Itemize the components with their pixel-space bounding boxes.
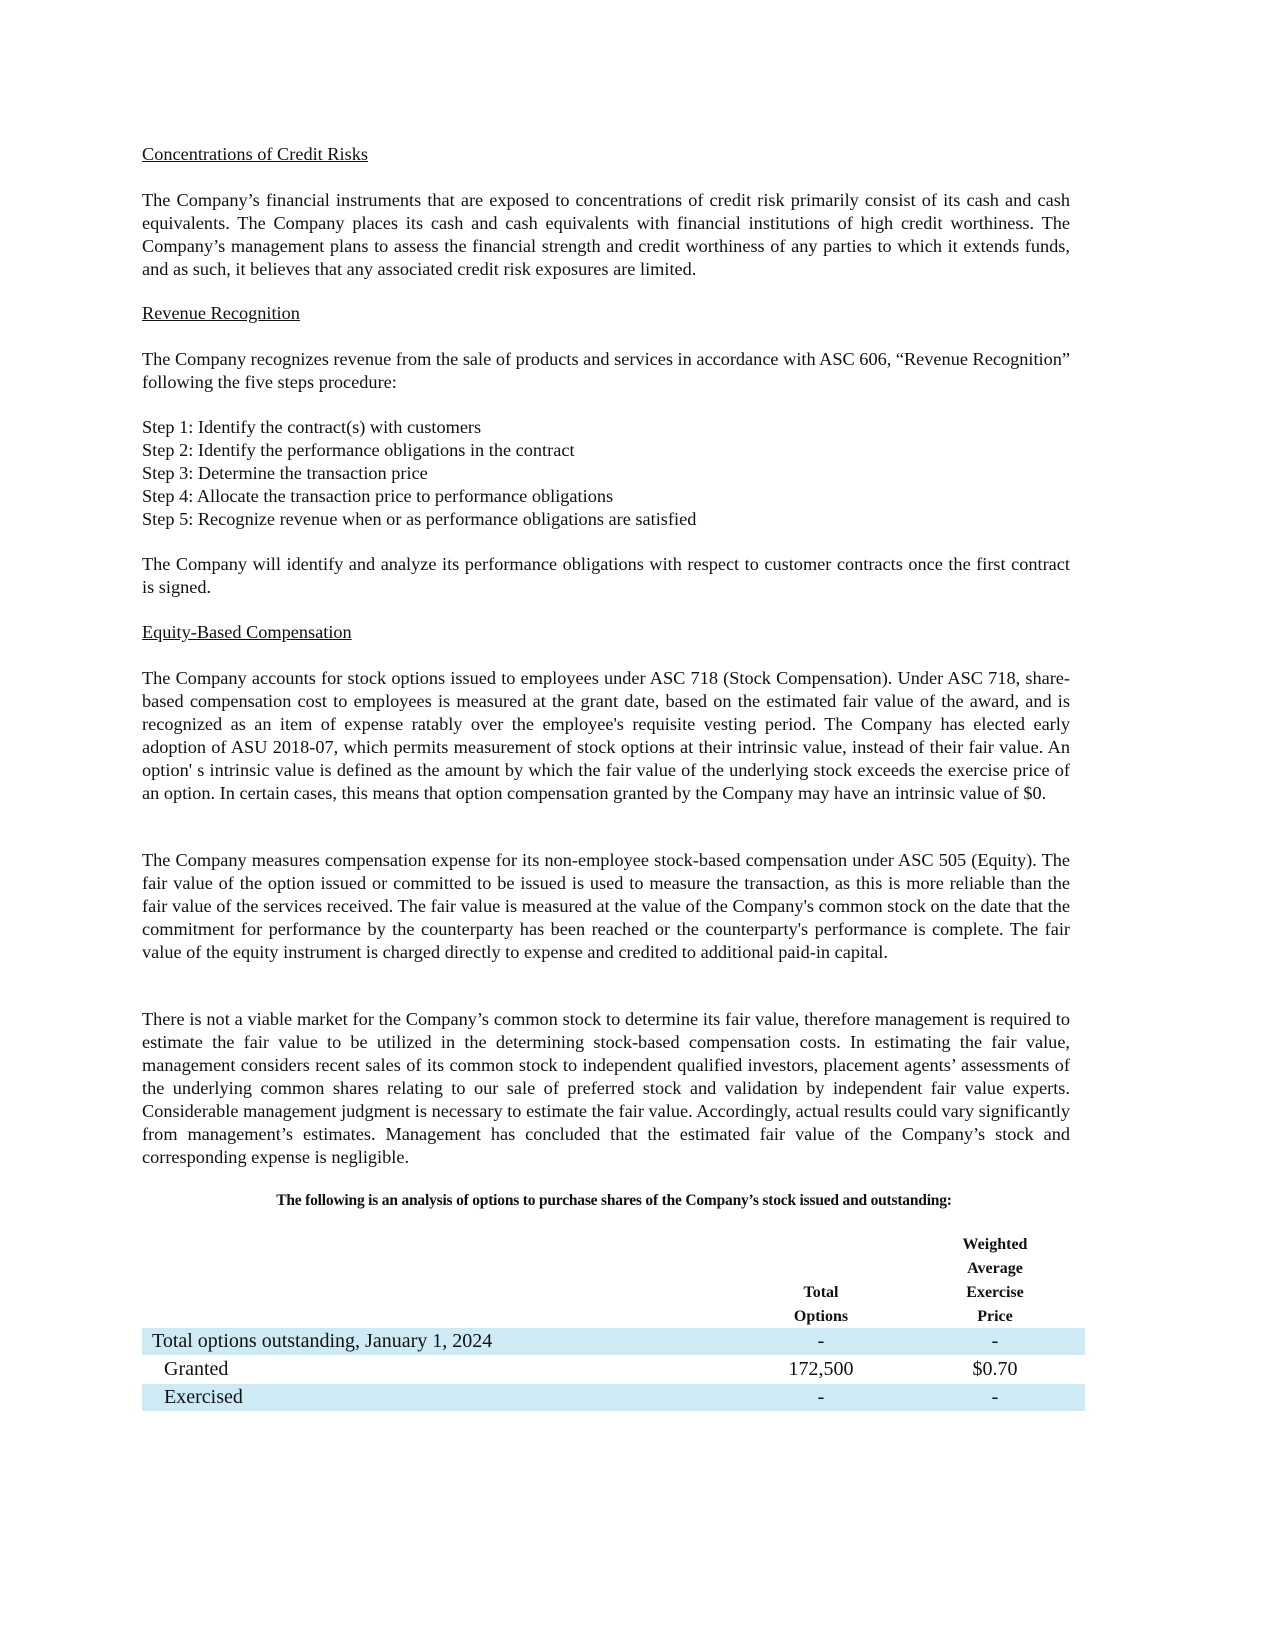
row-label: Exercised: [164, 1386, 243, 1408]
header-line: Average: [967, 1260, 1023, 1277]
paragraph-equity-2: The Company measures compensation expense for its non-employee stock-based compensation under ASC 505 (Equity). The fair value of the option issued or committed to be issued is used to measure the transaction, as this is more reliable than the fair value of the services received. The fair value is measured at the value of the Company's common stock on the date that the commitment for performance by the counterparty has been reached or the counterparty's performance is complete. The fair value of the equity instrument is charged directly to expense and credited to additional paid-in capital.: [142, 850, 1070, 962]
row-price: $0.70: [972, 1358, 1018, 1380]
heading-revenue-recognition: Revenue Recognition: [142, 303, 300, 323]
step-item: Step 4: Allocate the transaction price to performance obligations: [142, 486, 614, 506]
header-weighted-average-price: [925, 1233, 1065, 1329]
table-caption: The following is an analysis of options to purchase shares of the Company’s stock issued and outstanding:: [276, 1192, 952, 1209]
table-row: [142, 1356, 1085, 1383]
row-total-options: -: [817, 1386, 825, 1408]
row-label: Granted: [164, 1358, 229, 1380]
paragraph-equity-3: There is not a viable market for the Company’s common stock to determine its fair value, therefore management is required to estimate the fair value to be utilized in the determining stock-based compensation costs. In estimating the fair value, management considers recent sales of its common stock to independent qualified investors, placement agents’ assessments of the underlying common shares relating to our sale of preferred stock and validation by independent fair value experts. Considerable management judgment is necessary to estimate the fair value. Accordingly, actual results could vary significantly from management’s estimates. Management has concluded that the estimated fair value of the Company’s stock and corresponding expense is negligible.: [142, 1009, 1070, 1167]
step-item: Step 3: Determine the transaction price: [142, 463, 428, 483]
header-line: Price: [977, 1308, 1013, 1325]
row-total-options: -: [817, 1330, 825, 1352]
header-line: Weighted: [962, 1236, 1028, 1253]
paragraph-revenue-intro: The Company recognizes revenue from the sale of products and services in accordance with ASC 606, “Revenue Recognition” following the five steps procedure:: [142, 349, 1070, 392]
header-line: Options: [793, 1308, 849, 1325]
header-total-options: [751, 1281, 891, 1329]
heading-credit-risk: Concentrations of Credit Risks: [142, 144, 368, 164]
header-line: Total: [803, 1284, 839, 1301]
paragraph-credit-risk: The Company’s financial instruments that are exposed to concentrations of credit risk primarily consist of its cash and cash equivalents. The Company places its cash and cash equivalents with financial institutions of high credit worthiness. The Company’s management plans to assess the financial strength and credit worthiness of any parties to which it extends funds, and as such, it believes that any associated credit risk exposures are limited.: [142, 190, 1070, 279]
row-price: -: [991, 1386, 999, 1408]
step-item: Step 1: Identify the contract(s) with customers: [142, 417, 482, 437]
heading-equity-compensation: Equity-Based Compensation: [142, 622, 352, 642]
row-price: -: [991, 1330, 999, 1352]
table-row: [142, 1384, 1085, 1411]
steps-list: [142, 416, 1070, 531]
table-row: [142, 1328, 1085, 1355]
row-label: Total options outstanding, January 1, 2024: [152, 1330, 493, 1352]
step-item: Step 5: Recognize revenue when or as performance obligations are satisfied: [142, 509, 697, 529]
paragraph-revenue-outro: The Company will identify and analyze its performance obligations with respect to customer contracts once the first contract is signed.: [142, 554, 1070, 597]
paragraph-equity-1: The Company accounts for stock options issued to employees under ASC 718 (Stock Compensation). Under ASC 718, share-based compensation cost to employees is measured at the grant date, based on the estimated fair value of the award, and is recognized as an item of expense ratably over the employee's requisite vesting period. The Company has elected early adoption of ASU 2018-07, which permits measurement of stock options at their intrinsic value, instead of their fair value. An option' s intrinsic value is defined as the amount by which the fair value of the underlying stock exceeds the exercise price of an option. In certain cases, this means that option compensation granted by the Company may have an intrinsic value of $0.: [142, 668, 1070, 803]
row-total-options: 172,500: [788, 1358, 854, 1380]
header-line: Exercise: [966, 1284, 1024, 1301]
step-item: Step 2: Identify the performance obligations in the contract: [142, 440, 575, 460]
